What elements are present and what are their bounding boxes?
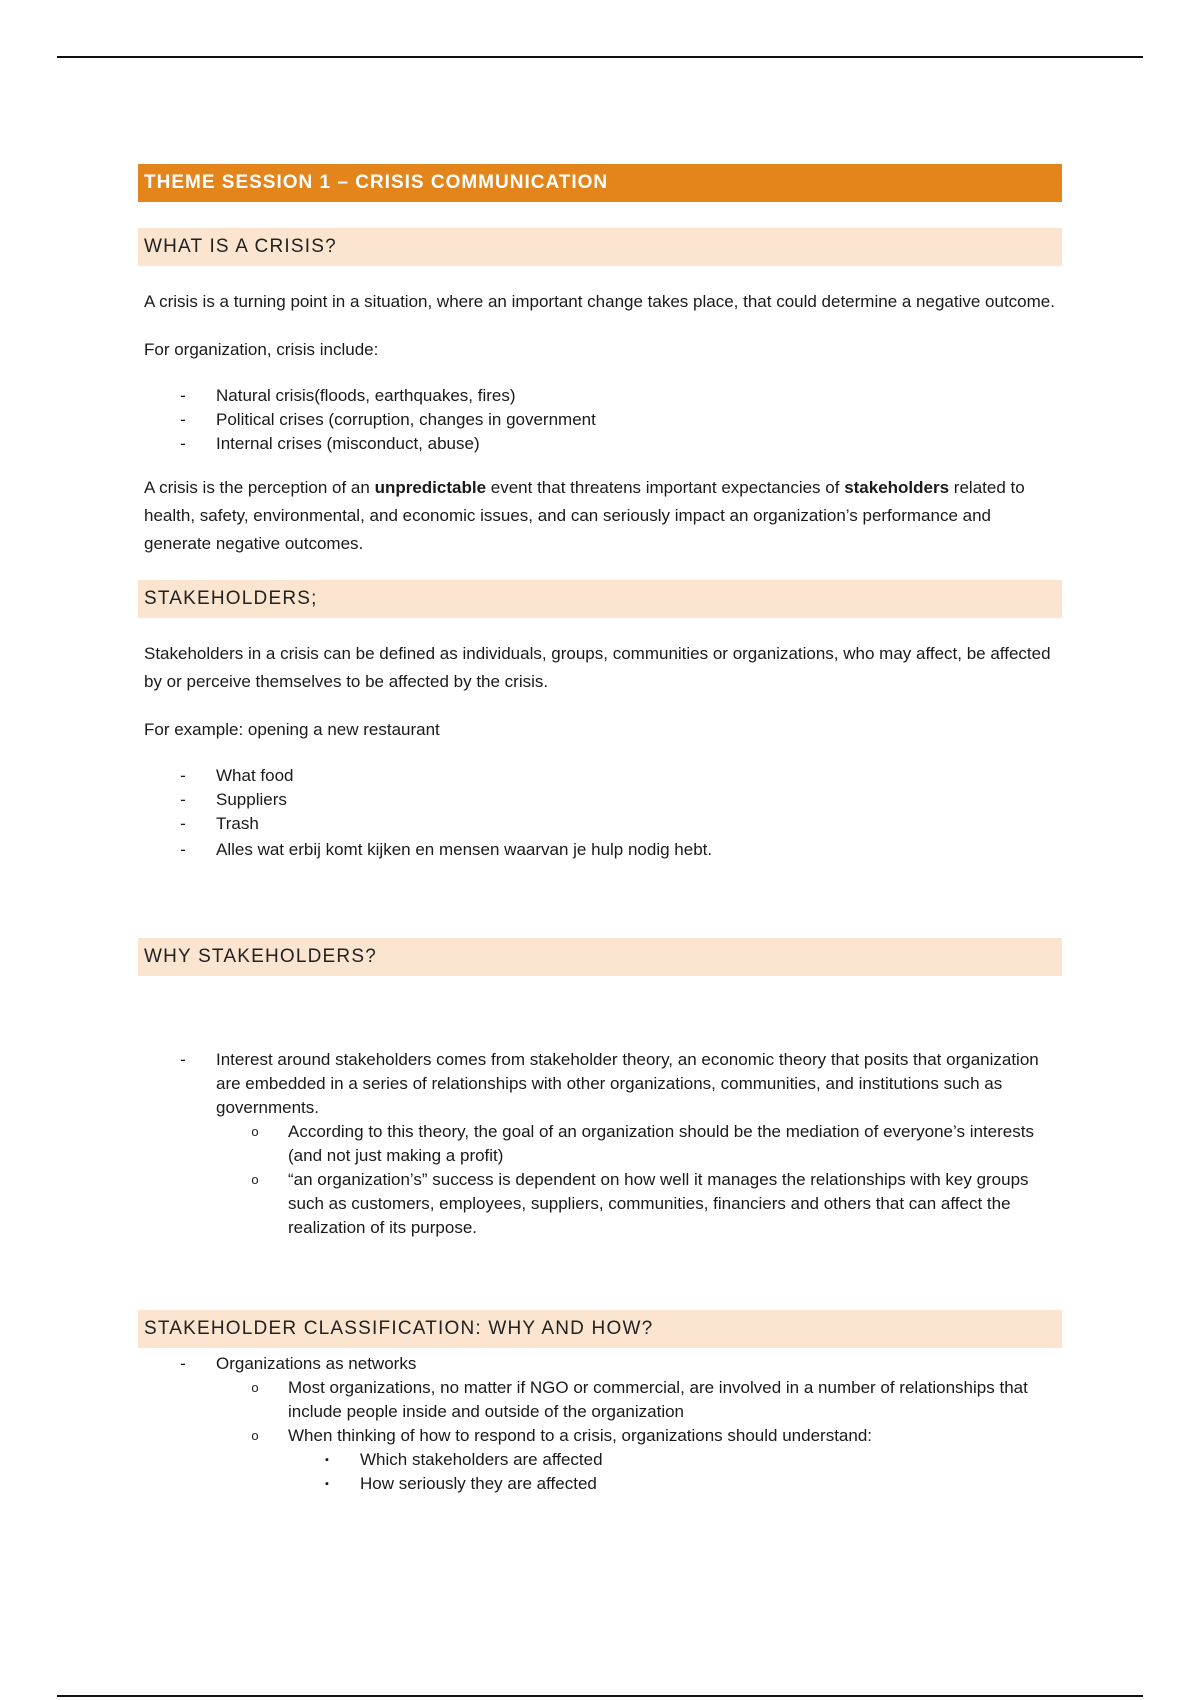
list-item: - Interest around stakeholders comes from stakeholder theory, an economic theory that posits that organization are embedded in a series of relationships with other organizations, communities, and institutions such as governments. (138, 1048, 1062, 1120)
sub-list-item: o According to this theory, the goal of an organization should be the mediation of everyone’s interests (and not just making a profit) (138, 1120, 1062, 1168)
section-heading-why-stakeholders: WHY STAKEHOLDERS? (138, 938, 1062, 976)
sub-list-item: o Most organizations, no matter if NGO or commercial, are involved in a number of relationships that include people inside and outside of the organization (138, 1376, 1062, 1424)
dash-bullet: - (180, 386, 186, 405)
dash-bullet: - (180, 410, 186, 429)
crisis-definition-paragraph: A crisis is a turning point in a situation, where an important change takes place, that could determine a negative outcome. (144, 292, 1055, 311)
list-item: - What food (138, 764, 1062, 788)
header-rule (57, 56, 1143, 58)
crisis-types-intro: For organization, crisis include: (144, 340, 379, 359)
restaurant-example-list (138, 764, 1062, 862)
emphasis-unpredictable: unpredictable (374, 478, 487, 497)
list-item: - Natural crisis(floods, earthquakes, fires) (138, 384, 1062, 408)
sub-sub-list-item: ▪ Which stakeholders are affected (138, 1448, 1062, 1472)
dash-bullet: - (180, 790, 186, 809)
list-item: - Political crises (corruption, changes in government (138, 408, 1062, 432)
section-heading-what-is-a-crisis: WHAT IS A CRISIS? (138, 228, 1062, 266)
dash-bullet: - (180, 1050, 186, 1069)
list-item: - Trash (138, 812, 1062, 836)
crisis-types-list (138, 384, 1062, 456)
sub-list-item: o When thinking of how to respond to a crisis, organizations should understand: (138, 1424, 1062, 1448)
list-item: - Organizations as networks (138, 1352, 1062, 1376)
dash-bullet: - (180, 1354, 186, 1373)
circle-bullet: o (251, 1428, 259, 1443)
document-title: THEME SESSION 1 – CRISIS COMMUNICATION (138, 164, 1062, 202)
dash-bullet: - (180, 840, 186, 859)
dash-bullet: - (180, 766, 186, 785)
stakeholders-definition-paragraph: Stakeholders in a crisis can be defined as individuals, groups, communities or organizations, who may affect, be affected by or perceive themselves to be affected by the crisis. (144, 644, 1051, 691)
stakeholders-example-intro: For example: opening a new restaurant (144, 720, 440, 739)
dash-bullet: - (180, 814, 186, 833)
list-item: - Suppliers (138, 788, 1062, 812)
circle-bullet: o (251, 1124, 259, 1139)
square-bullet: ▪ (325, 1454, 329, 1466)
footer-rule (57, 1695, 1143, 1697)
section-heading-stakeholder-classification: STAKEHOLDER CLASSIFICATION: WHY AND HOW? (138, 1310, 1062, 1348)
document-body (138, 164, 1062, 1496)
sub-sub-list-item: ▪ How seriously they are affected (138, 1472, 1062, 1496)
section-heading-stakeholders: STAKEHOLDERS; (138, 580, 1062, 618)
stakeholder-theory-list (138, 1048, 1062, 1240)
list-item: - Internal crises (misconduct, abuse) (138, 432, 1062, 456)
dash-bullet: - (180, 434, 186, 453)
circle-bullet: o (251, 1172, 259, 1187)
stakeholder-classification-list (138, 1352, 1062, 1496)
circle-bullet: o (251, 1380, 259, 1395)
sub-list-item: o “an organization’s” success is dependent on how well it manages the relationships with key groups such as customers, employees, suppliers, communities, financiers and others that can affect the realization of its purpose. (138, 1168, 1062, 1240)
list-item: - Alles wat erbij komt kijken en mensen waarvan je hulp nodig hebt. (138, 838, 1062, 862)
crisis-perception-paragraph: A crisis is the perception of an unpredictable event that threatens important expectancies of stakeholders related to health, safety, environmental, and economic issues, and can seriously impact an organization’s performance and generate negative outcomes. (144, 478, 1025, 553)
square-bullet: ▪ (325, 1478, 329, 1490)
emphasis-stakeholders: stakeholders (844, 478, 950, 497)
